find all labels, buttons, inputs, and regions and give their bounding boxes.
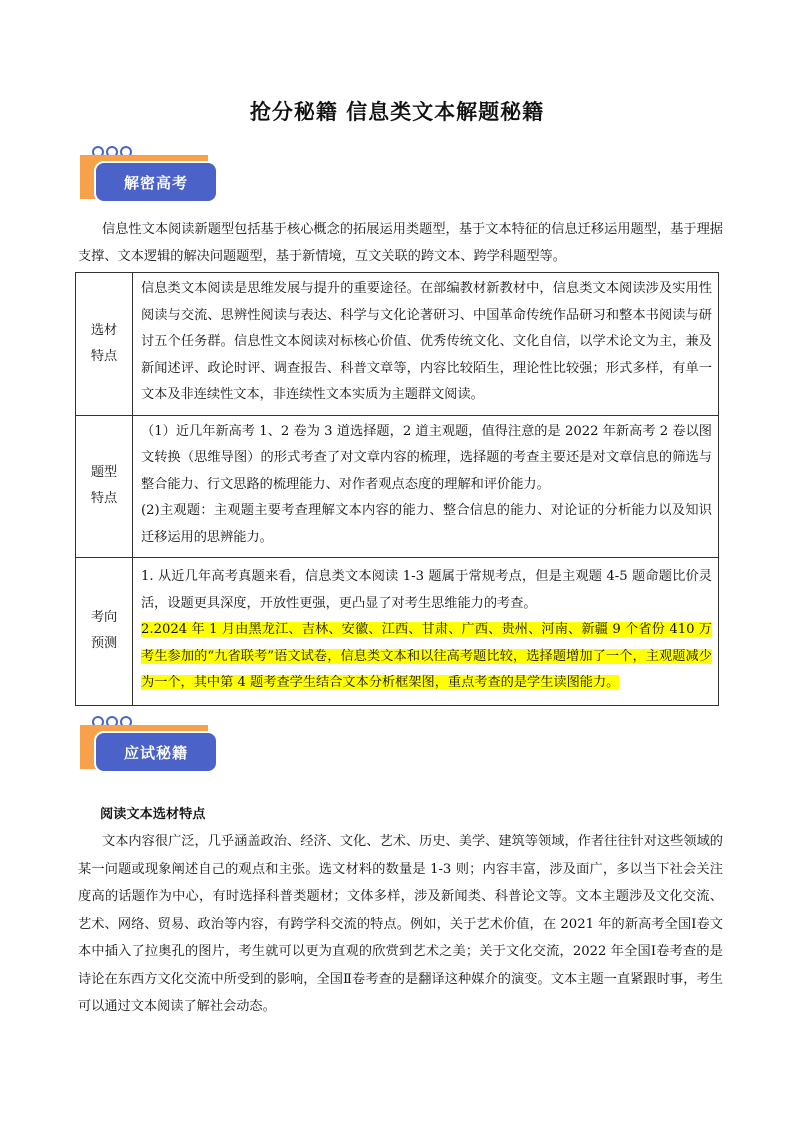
subheading: 阅读文本选材特点 — [100, 807, 206, 822]
row-paragraph: （1）近几年新高考 1、2 卷为 3 道选择题，2 道主观题，值得注意的是 2022 年新高考 2 卷以图文转换（思维导图）的形式考查了对文章内容的梳理，选择题的考查主要还是对文章信息的筛选与整合能力、行文思路的梳理能力、对作者观点态度的理解和评价能力。 — [141, 423, 712, 492]
row-paragraph: 1. 从近几年高考真题来看，信息类文本阅读 1-3 题属于常规考点，但是主观题 4-5 题命题比价灵活，设题更具深度，开放性更强，更凸显了对考生思维能力的考查。 — [141, 569, 712, 611]
row-content: 信息类文本阅读是思维发展与提升的重要途径。在部编教材新教材中，信息类文本阅读涉及实用性阅读与交流、思辨性阅读与表达、科学与文化论著研习、中国革命传统作品研习和整本书阅读与研讨五个任务群。信息性文本阅读对标核心价值、优秀传统文化、文化自信，以学术论文为主，兼及新闻述评、政论时评、调查报告、科普文章等，内容比较陌生，理论性比较强；形式多样，有单一文本及非连续性文本，非连续性文本实质为主题群文阅读。 — [133, 273, 719, 416]
page-title: 抢分秘籍 信息类文本解题秘籍 — [249, 100, 545, 124]
row-paragraph: (2)主观题：主观题主要考查理解文本内容的能力、整合信息的能力、对论证的分析能力以及知识迁移运用的思辨能力。 — [141, 503, 712, 545]
badge-label: 应试秘籍 — [94, 731, 218, 773]
body-paragraph: 文本内容很广泛，几乎涵盖政治、经济、文化、艺术、历史、美学、建筑等领域，作者往往针对这些领域的某一问题或现象阐述自己的观点和主张。选文材料的数量是 1-3 则；内容丰富，涉及面广，多以当下社会关注度高的话题作为中心，有时选择科普类题材；文体多样，涉及新闻类、科普论文等。文本主题涉及文化交流、艺术、网络、贸易、政治等内容，有跨学科交流的特点。例如，关于艺术价值，在 2021 年的新高考全国Ⅰ卷文本中插入了拉奥孔的图片，考生就可以更为直观的欣赏到艺术之美；关于文化交流，2022 年全国Ⅰ卷考查的是诗论在东西方文化交流中所受到的影响，全国Ⅱ卷考查的是翻译这种媒介的演变。文本主题一直紧跟时事，考生可以通过文本阅读了解社会动态。 — [78, 834, 723, 1014]
row-content — [133, 558, 719, 706]
badge-label: 解密高考 — [94, 161, 218, 203]
info-table — [75, 272, 719, 706]
section-badge-yingshi — [80, 713, 230, 775]
row-paragraph-highlighted: 2.2024 年 1 月由黑龙江、吉林、安徽、江西、甘肃、广西、贵州、河南、新疆 9 个省份 410 万考生参加的“九省联考”语文试卷，信息类文本和以往高考题比较，选择题增加了一个，主观题减少为一个，其中第 4 题考查学生结合文本分析框架图，重点考查的是学生读图能力。 — [141, 622, 712, 690]
intro-paragraph: 信息性文本阅读新题型包括基于核心概念的拓展运用类题型，基于文本特征的信息迁移运用题型，基于理据支撑、文本逻辑的解决问题题型，基于新情境，互文关联的跨文本、跨学科题型等。 — [78, 222, 723, 264]
row-label: 选材特点 — [76, 273, 133, 416]
table-row — [76, 415, 719, 558]
row-content — [133, 415, 719, 558]
table-row — [76, 558, 719, 706]
row-label: 题型特点 — [76, 415, 133, 558]
section-badge-jiemi — [80, 143, 230, 205]
table-row — [76, 273, 719, 416]
row-label: 考向预测 — [76, 558, 133, 706]
